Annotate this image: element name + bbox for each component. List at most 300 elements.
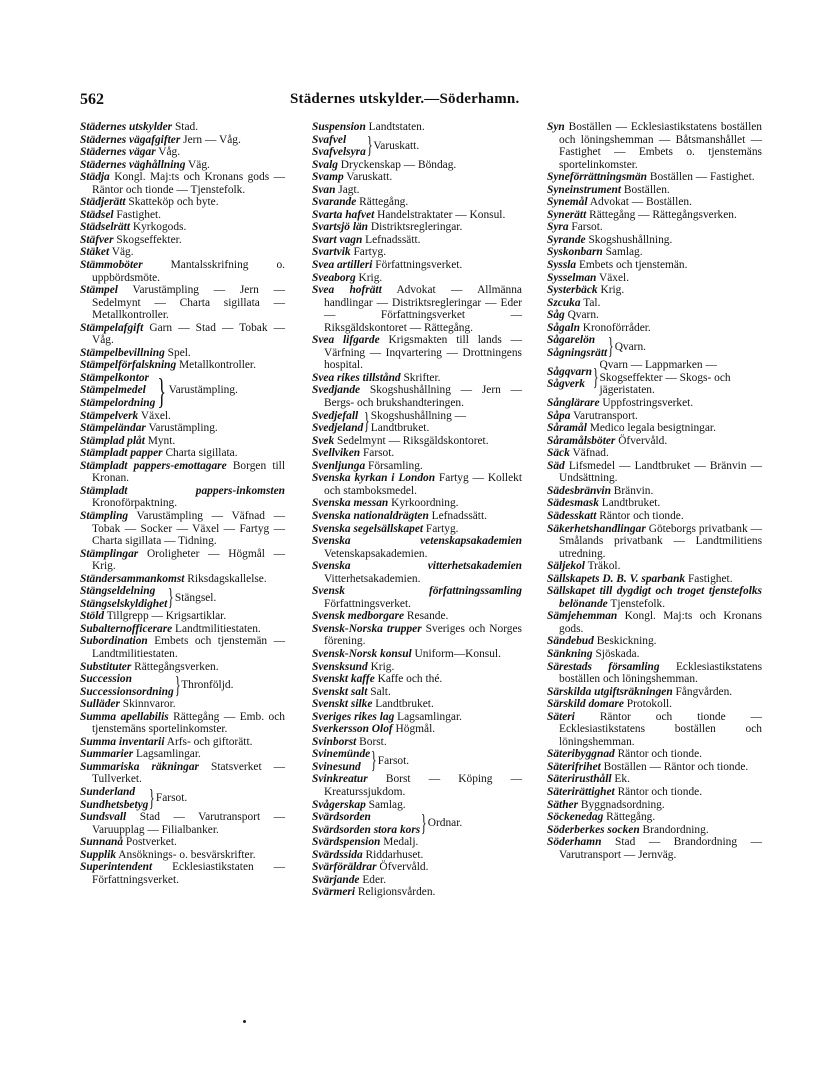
index-entry [312, 773, 522, 798]
headword: Sädesskatt [547, 509, 597, 522]
headword: Svinborst [312, 735, 357, 748]
brace: } [366, 133, 373, 160]
headword: Szcuka [547, 296, 581, 309]
index-entry [547, 259, 762, 272]
headword: Städernes väghållning [80, 158, 186, 171]
headword: Svart vagn [312, 233, 363, 246]
index-entry [547, 836, 762, 861]
reference-text: Väfnad. [569, 447, 609, 460]
index-entry [80, 548, 285, 573]
index-entry [80, 221, 285, 234]
reference-text: Våg. [155, 146, 181, 159]
headword: Syskonbarn [547, 246, 603, 259]
reference-text: Vetenskapsakademien. [324, 547, 428, 560]
index-entry [80, 849, 285, 862]
headword: Svenljunga [312, 459, 366, 472]
reference-text: Kaffe och thé. [374, 673, 443, 686]
headword: Svensksund [312, 660, 368, 673]
headword: Stämpladt papper [80, 447, 163, 460]
headword: Syra [547, 221, 569, 234]
reference-text: Ordnar. [427, 817, 463, 830]
headword: Såramålsböter [547, 434, 616, 447]
reference-text: Sedelmynt — Riksgäldskontoret. [334, 434, 489, 447]
reference-text: Krigsmakten till lands — Värfning — Inqvartering — Drottningens hospital. [324, 334, 522, 372]
brace: } [157, 370, 167, 411]
index-entry [80, 322, 285, 347]
reference-text: Skinnvaror. [119, 698, 176, 711]
index-entry [80, 410, 285, 423]
index-entry [547, 510, 762, 523]
index-entry [547, 761, 762, 774]
index-entry [312, 861, 522, 874]
headword: Summa inventarii [80, 735, 165, 748]
index-entry [312, 711, 522, 724]
headword: Sundsvall [80, 811, 127, 824]
index-entry [312, 435, 522, 448]
printer-dot [243, 1020, 246, 1023]
index-entry [312, 196, 522, 209]
reference-text: Ecklesiastikstatens boställen och löningshemman. [559, 660, 763, 686]
index-entry [80, 510, 285, 548]
reference-text: Fartyg. [350, 246, 387, 259]
headword: Sågningsrätt [547, 346, 608, 359]
index-entry [547, 272, 762, 285]
reference-text: Qvarn — Lappmarken — Skogseffekter — Skogs- och jägeristaten. [599, 359, 731, 397]
index-entry [547, 773, 762, 786]
headword: Svågerskap [312, 798, 366, 811]
headword: Stämpladt pappers-inkomsten [80, 484, 285, 497]
index-entry [547, 309, 762, 322]
index-entry [547, 585, 762, 610]
reference-text: Varutransport. [570, 409, 638, 422]
index-entry [312, 661, 522, 674]
index-entry [312, 184, 522, 197]
headword: Svarta hafvet [312, 208, 375, 221]
headword: Säterirusthåll [547, 773, 612, 786]
index-entry [547, 648, 762, 661]
reference-text: Farsot. [568, 221, 603, 234]
headword: Supplik [80, 848, 117, 861]
index-entry-group [547, 359, 762, 397]
reference-text: Arfs- och giftorätt. [164, 735, 253, 748]
headword: Söckenedag [547, 811, 604, 824]
headword: Svalg [312, 158, 338, 171]
headword: Söderhamn [547, 836, 602, 849]
headword: Ständersammankomst [80, 572, 185, 585]
index-entry [547, 523, 762, 561]
headword: Svartvik [312, 246, 351, 259]
index-entry [547, 422, 762, 435]
index-entry [80, 485, 285, 510]
headword: Städselrätt [80, 221, 131, 234]
reference-text: Varustämpling. [168, 384, 238, 397]
page-header [80, 91, 795, 115]
reference-text: Ecklesiastikstaten — Författningsverket. [92, 861, 285, 886]
index-entry [80, 159, 285, 172]
index-entry [312, 234, 522, 247]
reference-text: Landtbruket. [598, 497, 661, 510]
index-entry [80, 196, 285, 209]
index-entry [312, 284, 522, 334]
index-entry [547, 284, 762, 297]
brace: } [421, 810, 427, 837]
headword: Svartsjö län [312, 221, 369, 234]
index-entry [80, 698, 285, 711]
index-entry-group [80, 786, 285, 811]
reference-text: Qvarn. [614, 340, 647, 353]
index-entry [547, 209, 762, 222]
index-column-2 [312, 121, 522, 899]
headword: Svenska segelsällskapet [312, 522, 424, 535]
index-entry [80, 447, 285, 460]
reference-text: Räntor och tionde. [614, 748, 703, 761]
index-entry [80, 171, 285, 196]
reference-text: Rättegång. [603, 811, 656, 824]
index-entry [312, 849, 522, 862]
headword: Stämmoböter [80, 259, 143, 272]
headword: Stämpladt pappers-emottagare [80, 459, 227, 472]
index-entry [80, 246, 285, 259]
reference-text: Stad — Brandordning — Varutransport — Jernväg. [559, 836, 762, 861]
headword: Sädesbränvin [547, 484, 611, 497]
reference-text: Landtstaten. [365, 121, 425, 133]
reference-text: Statsverket — Tullverket. [92, 760, 286, 786]
index-entry [547, 322, 762, 335]
reference-text: Medalj. [380, 836, 419, 849]
index-entry [312, 623, 522, 648]
headword: Såg [547, 309, 565, 322]
index-entry [312, 121, 522, 134]
headword: Succession [80, 673, 132, 686]
reference-text: Postverket. [123, 836, 177, 849]
index-entry-group [80, 673, 285, 698]
headword: Sågverk [547, 378, 585, 391]
page-number: 562 [80, 91, 104, 108]
reference-text: Krig. [597, 284, 625, 297]
reference-text: Borst — Köping — Kreaturssjukdom. [324, 773, 522, 798]
index-entry [312, 510, 522, 523]
headword: Summariska räkningar [80, 760, 199, 773]
index-entry [312, 384, 522, 409]
reference-text: Författningsverket. [372, 259, 463, 272]
index-entry [547, 824, 762, 837]
index-entry [312, 723, 522, 736]
headword: Svensk-Norsk konsul [312, 647, 412, 660]
reference-text: Jagt. [335, 183, 360, 196]
reference-text: Uppfostringsverket. [599, 397, 694, 410]
headword: Svinkreatur [312, 773, 368, 786]
headword: Svamp [312, 171, 344, 184]
index-entry [312, 610, 522, 623]
index-entry [547, 297, 762, 310]
index-column-1 [80, 121, 285, 886]
index-entry [312, 171, 522, 184]
reference-text: Dryckenskap — Böndag. [337, 158, 457, 171]
reference-text: Väg. [185, 158, 210, 171]
index-entry [547, 485, 762, 498]
headword: Synerätt [547, 208, 587, 221]
index-entry [547, 497, 762, 510]
headword: Säteribyggnad [547, 748, 615, 761]
headword: Syssla [547, 259, 577, 272]
headword: Särskild domare [547, 698, 624, 711]
index-entry [80, 761, 285, 786]
headword: Stöld [80, 610, 105, 623]
headword: Sågarelön [547, 334, 596, 347]
reference-text: Metallkontroller. [176, 359, 256, 372]
index-entry-group [312, 134, 522, 159]
index-entry [547, 121, 762, 171]
index-entry [80, 736, 285, 749]
headword: Stämpeländar [80, 422, 146, 435]
brace: } [168, 584, 174, 611]
reference-text: Göteborgs privatbank — Smålands privatbank — Landtmilitiens utredning. [559, 522, 762, 560]
reference-text: Ek. [611, 773, 630, 786]
reference-text: Bränvin. [610, 484, 654, 497]
reference-text: Skatteköp och byte. [125, 196, 219, 209]
headword: Städernes vägafgifter [80, 133, 181, 146]
reference-text: Krig. [367, 660, 395, 673]
brace: } [364, 409, 370, 436]
reference-text: Resande. [404, 610, 449, 623]
index-entry [547, 573, 762, 586]
reference-text: Samlag. [602, 246, 643, 259]
index-entry [80, 435, 285, 448]
index-entry [312, 736, 522, 749]
headword: Svedjeland [312, 422, 364, 435]
headword: Sveaborg [312, 271, 356, 284]
reference-text: Distriktsregleringar. [368, 221, 463, 234]
headword: Svedjande [312, 384, 361, 397]
headword: Säd [547, 459, 565, 472]
headword: Sulläder [80, 698, 120, 711]
reference-text: Thronföljd. [181, 679, 234, 692]
reference-text: Mynt. [144, 434, 176, 447]
brace: } [608, 333, 614, 360]
headword: Säteri [547, 710, 575, 723]
headword: Subalternofficerare [80, 622, 173, 635]
reference-text: Öfvervåld. [376, 861, 429, 874]
index-entry [547, 811, 762, 824]
index-entry [312, 886, 522, 899]
index-entry [80, 234, 285, 247]
reference-text: Eder. [359, 873, 387, 886]
index-entry [80, 623, 285, 636]
reference-text: Församling. [365, 459, 423, 472]
reference-text: Räntor och tionde. [614, 785, 703, 798]
headword: Svarande [312, 196, 357, 209]
reference-text: Kronoförpaktning. [92, 497, 178, 510]
headword: Stängseldelning [80, 585, 156, 598]
headword: Svärföräldrar [312, 861, 377, 874]
index-entry [80, 359, 285, 372]
reference-text: Träkol. [584, 560, 621, 573]
index-entry-group [80, 585, 285, 610]
brace: } [174, 672, 181, 699]
index-entry [312, 460, 522, 473]
reference-text: Protokoll. [623, 698, 673, 711]
brace: } [371, 747, 377, 774]
headword: Svensk författningssamling [312, 585, 522, 598]
headword: Svan [312, 183, 336, 196]
reference-text: Fastighet. [113, 208, 162, 221]
reference-text: Ansöknings- o. besvärskrifter. [116, 848, 256, 861]
reference-text: Lifsmedel — Landtbruket — Bränvin — Undsättning. [559, 459, 762, 485]
index-entry [547, 686, 762, 699]
headword: Sverkersson Olof [312, 723, 393, 736]
reference-text: Varustämpling — Jern — Sedelmynt — Charta sigillata — Metallkontroller. [92, 284, 285, 322]
headword: Såramål [547, 422, 587, 435]
index-entry-group [80, 372, 285, 410]
headword: Svärdsorden stora kors [312, 823, 421, 836]
reference-text: Riddarhuset. [362, 848, 424, 861]
headword: Svärmeri [312, 886, 356, 899]
index-entry [80, 861, 285, 886]
index-entry [547, 397, 762, 410]
reference-text: Sjöskada. [592, 647, 640, 660]
reference-text: Kyrkogods. [130, 221, 187, 234]
reference-text: Farsot. [155, 792, 188, 805]
headword: Stäfver [80, 233, 114, 246]
index-entry [547, 410, 762, 423]
headword: Syn [547, 121, 565, 133]
index-entry [312, 686, 522, 699]
index-entry [547, 246, 762, 259]
headword: Svedjefall [312, 409, 359, 422]
headword: Säljekol [547, 560, 585, 573]
index-entry [80, 811, 285, 836]
headword: Sunderland [80, 785, 136, 798]
index-entry [312, 472, 522, 497]
reference-text: Jern — Våg. [180, 133, 241, 146]
headword: Svenskt silke [312, 698, 373, 711]
reference-text: Skogshushållning — Landtbruket. [370, 409, 467, 435]
index-entry [547, 635, 762, 648]
reference-text: Skogshushållning. [585, 233, 673, 246]
headword: Stämpelmedel [80, 384, 146, 397]
reference-text: Räntor och tionde. [596, 509, 684, 522]
index-entry [547, 221, 762, 234]
headword: Svea rikes tillstånd [312, 371, 401, 384]
reference-text: Kronoförråder. [579, 321, 651, 334]
reference-text: Medico legala besigtningar. [586, 422, 716, 435]
headword: Substituter [80, 660, 132, 673]
reference-text: Författningsverket. [324, 597, 411, 610]
headword: Syneinstrument [547, 183, 622, 196]
reference-text: Brandordning. [639, 823, 709, 836]
index-entry [312, 259, 522, 272]
reference-text: Varuskatt. [343, 171, 393, 184]
brace: } [592, 365, 599, 392]
reference-text: Lagsamlingar. [394, 710, 462, 723]
headword: Svärdssida [312, 848, 363, 861]
reference-text: Växel. [596, 271, 630, 284]
headword: Subordination [80, 635, 148, 648]
index-entry [312, 648, 522, 661]
headword: Städja [80, 171, 110, 184]
reference-text: Öfvervåld. [615, 434, 668, 447]
reference-text: Beskickning. [593, 635, 657, 648]
headword: Stämpelordning [80, 397, 156, 410]
headword: Säck [547, 447, 570, 460]
index-entry [547, 460, 762, 485]
reference-text: Lagsamlingar. [133, 748, 201, 761]
headword: Särskilda utgiftsräkningen [547, 685, 673, 698]
headword: Svafvel [312, 133, 347, 146]
headword: Suspension [312, 121, 366, 133]
headword: Stämpelafgift [80, 321, 144, 334]
brace: } [149, 785, 156, 812]
headword: Sunnanå [80, 836, 124, 849]
running-title: Städernes utskylder.—Söderhamn. [290, 91, 520, 107]
reference-text: Farsot. [377, 754, 410, 767]
index-entry [80, 610, 285, 623]
reference-text: Lefnadssätt. [428, 509, 487, 522]
index-column-3 [547, 121, 762, 861]
reference-text: Boställen — Räntor och tionde. [600, 760, 749, 773]
reference-text: Mantalsskrifning o. uppbördsmöte. [92, 259, 285, 284]
index-entry [312, 799, 522, 812]
reference-text: Räntor och tionde — Ecklesiastikstatens boställen och löningshemman. [559, 710, 762, 748]
index-entry [312, 447, 522, 460]
reference-text: Tal. [580, 296, 601, 309]
reference-text: Tillgrepp — Krigsartiklar. [104, 610, 227, 623]
index-entry [312, 334, 522, 372]
headword: Svenskt kaffe [312, 673, 375, 686]
headword: Städjerätt [80, 196, 126, 209]
index-entry-group [312, 811, 522, 836]
reference-text: Fartyg. [423, 522, 459, 535]
headword: Sällskapets D. B. V. sparbank [547, 572, 686, 585]
index-entry [80, 209, 285, 222]
headword: Svinesund [312, 760, 361, 773]
reference-text: Fartyg — Kollekt och stamboksmedel. [324, 472, 522, 497]
reference-text: Rättegångsverken. [131, 660, 219, 673]
headword: Särestads församling [547, 660, 660, 673]
reference-text: Högmål. [392, 723, 436, 736]
headword: Svenska vitterhetsakademien [312, 560, 522, 573]
reference-text: Borgen till Kronan. [92, 459, 285, 485]
index-entry [547, 234, 762, 247]
reference-text: Religionsvården. [355, 886, 436, 899]
reference-text: Embets och tjenstemän — Landtmilitiestaten. [92, 635, 285, 660]
index-entry [312, 535, 522, 560]
reference-text: Fastighet. [685, 572, 733, 585]
headword: Svenska vetenskapsakademien [312, 535, 522, 548]
reference-text: Stad. [172, 121, 199, 133]
headword: Svärdsorden [312, 811, 371, 824]
reference-text: Embets och tjenstemän. [576, 259, 688, 272]
index-entry [547, 748, 762, 761]
reference-text: Garn — Stad — Tobak — Våg. [92, 321, 285, 347]
reference-text: Tjenstefolk. [607, 597, 666, 610]
reference-text: Salt. [367, 685, 391, 698]
index-entry [80, 836, 285, 849]
reference-text: Kyrkoordning. [388, 497, 459, 510]
headword: Stämplingar [80, 547, 139, 560]
reference-text: Krig. [355, 271, 383, 284]
headword: Söderberkes socken [547, 823, 640, 836]
headword: Sågqvarn [547, 365, 592, 378]
headword: Stämpling [80, 509, 129, 522]
reference-text: Uniform—Konsul. [411, 647, 501, 660]
headword: Sändebud [547, 635, 594, 648]
reference-text: Spel. [164, 346, 191, 359]
reference-text: Kongl. Maj:ts och Kronans gods — Räntor och tionde — Tjenstefolk. [92, 171, 285, 196]
headword: Säterirättighet [547, 785, 615, 798]
index-entry-group [312, 410, 522, 435]
reference-text: Farsot. [360, 447, 395, 460]
